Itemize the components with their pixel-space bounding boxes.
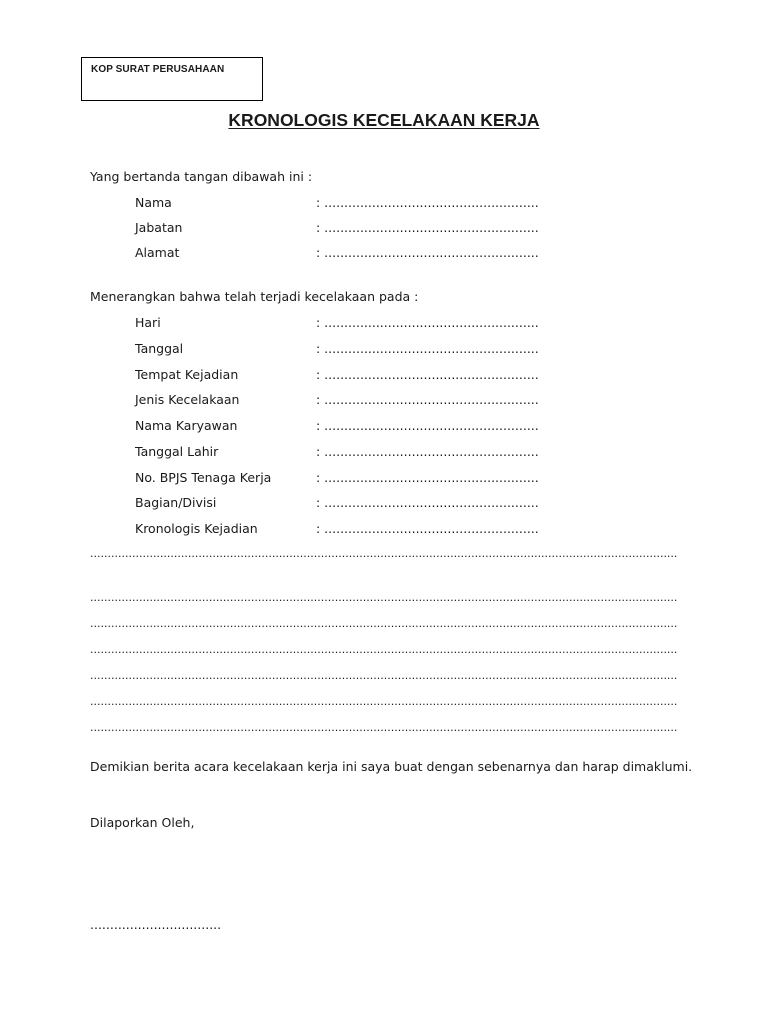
field-value-nama: : ...................................................... <box>316 195 539 210</box>
field-label-jabatan: Jabatan <box>135 220 183 235</box>
field-label-nama: Nama <box>135 195 172 210</box>
field-value-jabatan: : ...................................................... <box>316 220 539 235</box>
chronology-line: ........................................................................................................................................................................ <box>90 591 678 604</box>
field-label-nama-karyawan: Nama Karyawan <box>135 418 238 433</box>
intro-text: Yang bertanda tangan dibawah ini : <box>90 169 313 184</box>
signature-line: ................................. <box>90 917 222 932</box>
field-label-hari: Hari <box>135 315 161 330</box>
letterhead-label: KOP SURAT PERUSAHAAN <box>91 64 225 75</box>
document-title: KRONOLOGIS KECELAKAAN KERJA <box>228 110 540 130</box>
field-value-jenis-kecelakaan: : ...................................................... <box>316 392 539 407</box>
chronology-line: ........................................................................................................................................................................ <box>90 695 678 708</box>
field-label-tanggal-lahir: Tanggal Lahir <box>135 444 219 459</box>
closing-statement: Demikian berita acara kecelakaan kerja ini saya buat dengan sebenarnya dan harap dimaklumi. <box>90 759 693 774</box>
field-value-nama-karyawan: : ...................................................... <box>316 418 539 433</box>
chronology-line: ........................................................................................................................................................................ <box>90 643 678 656</box>
field-value-alamat: : ...................................................... <box>316 245 539 260</box>
letterhead-box <box>81 57 263 101</box>
reported-by-label: Dilaporkan Oleh, <box>90 815 195 830</box>
field-label-bagian-divisi: Bagian/Divisi <box>135 495 217 510</box>
field-value-tempat-kejadian: : ...................................................... <box>316 367 539 382</box>
field-value-tanggal-lahir: : ...................................................... <box>316 444 539 459</box>
chronology-line: ........................................................................................................................................................................ <box>90 669 678 682</box>
chronology-line: ........................................................................................................................................................................ <box>90 547 678 560</box>
statement-text: Menerangkan bahwa telah terjadi kecelakaan pada : <box>90 289 419 304</box>
field-label-alamat: Alamat <box>135 245 180 260</box>
field-label-tempat-kejadian: Tempat Kejadian <box>135 367 239 382</box>
chronology-line: ........................................................................................................................................................................ <box>90 721 678 734</box>
field-label-bpjs: No. BPJS Tenaga Kerja <box>135 470 272 485</box>
field-label-kronologis-kejadian: Kronologis Kejadian <box>135 521 258 536</box>
field-label-tanggal: Tanggal <box>135 341 184 356</box>
field-value-bpjs: : ...................................................... <box>316 470 539 485</box>
chronology-line: ........................................................................................................................................................................ <box>90 617 678 630</box>
field-label-jenis-kecelakaan: Jenis Kecelakaan <box>135 392 240 407</box>
field-value-bagian-divisi: : ...................................................... <box>316 495 539 510</box>
field-value-kronologis-kejadian: : ...................................................... <box>316 521 539 536</box>
field-value-tanggal: : ...................................................... <box>316 341 539 356</box>
field-value-hari: : ...................................................... <box>316 315 539 330</box>
